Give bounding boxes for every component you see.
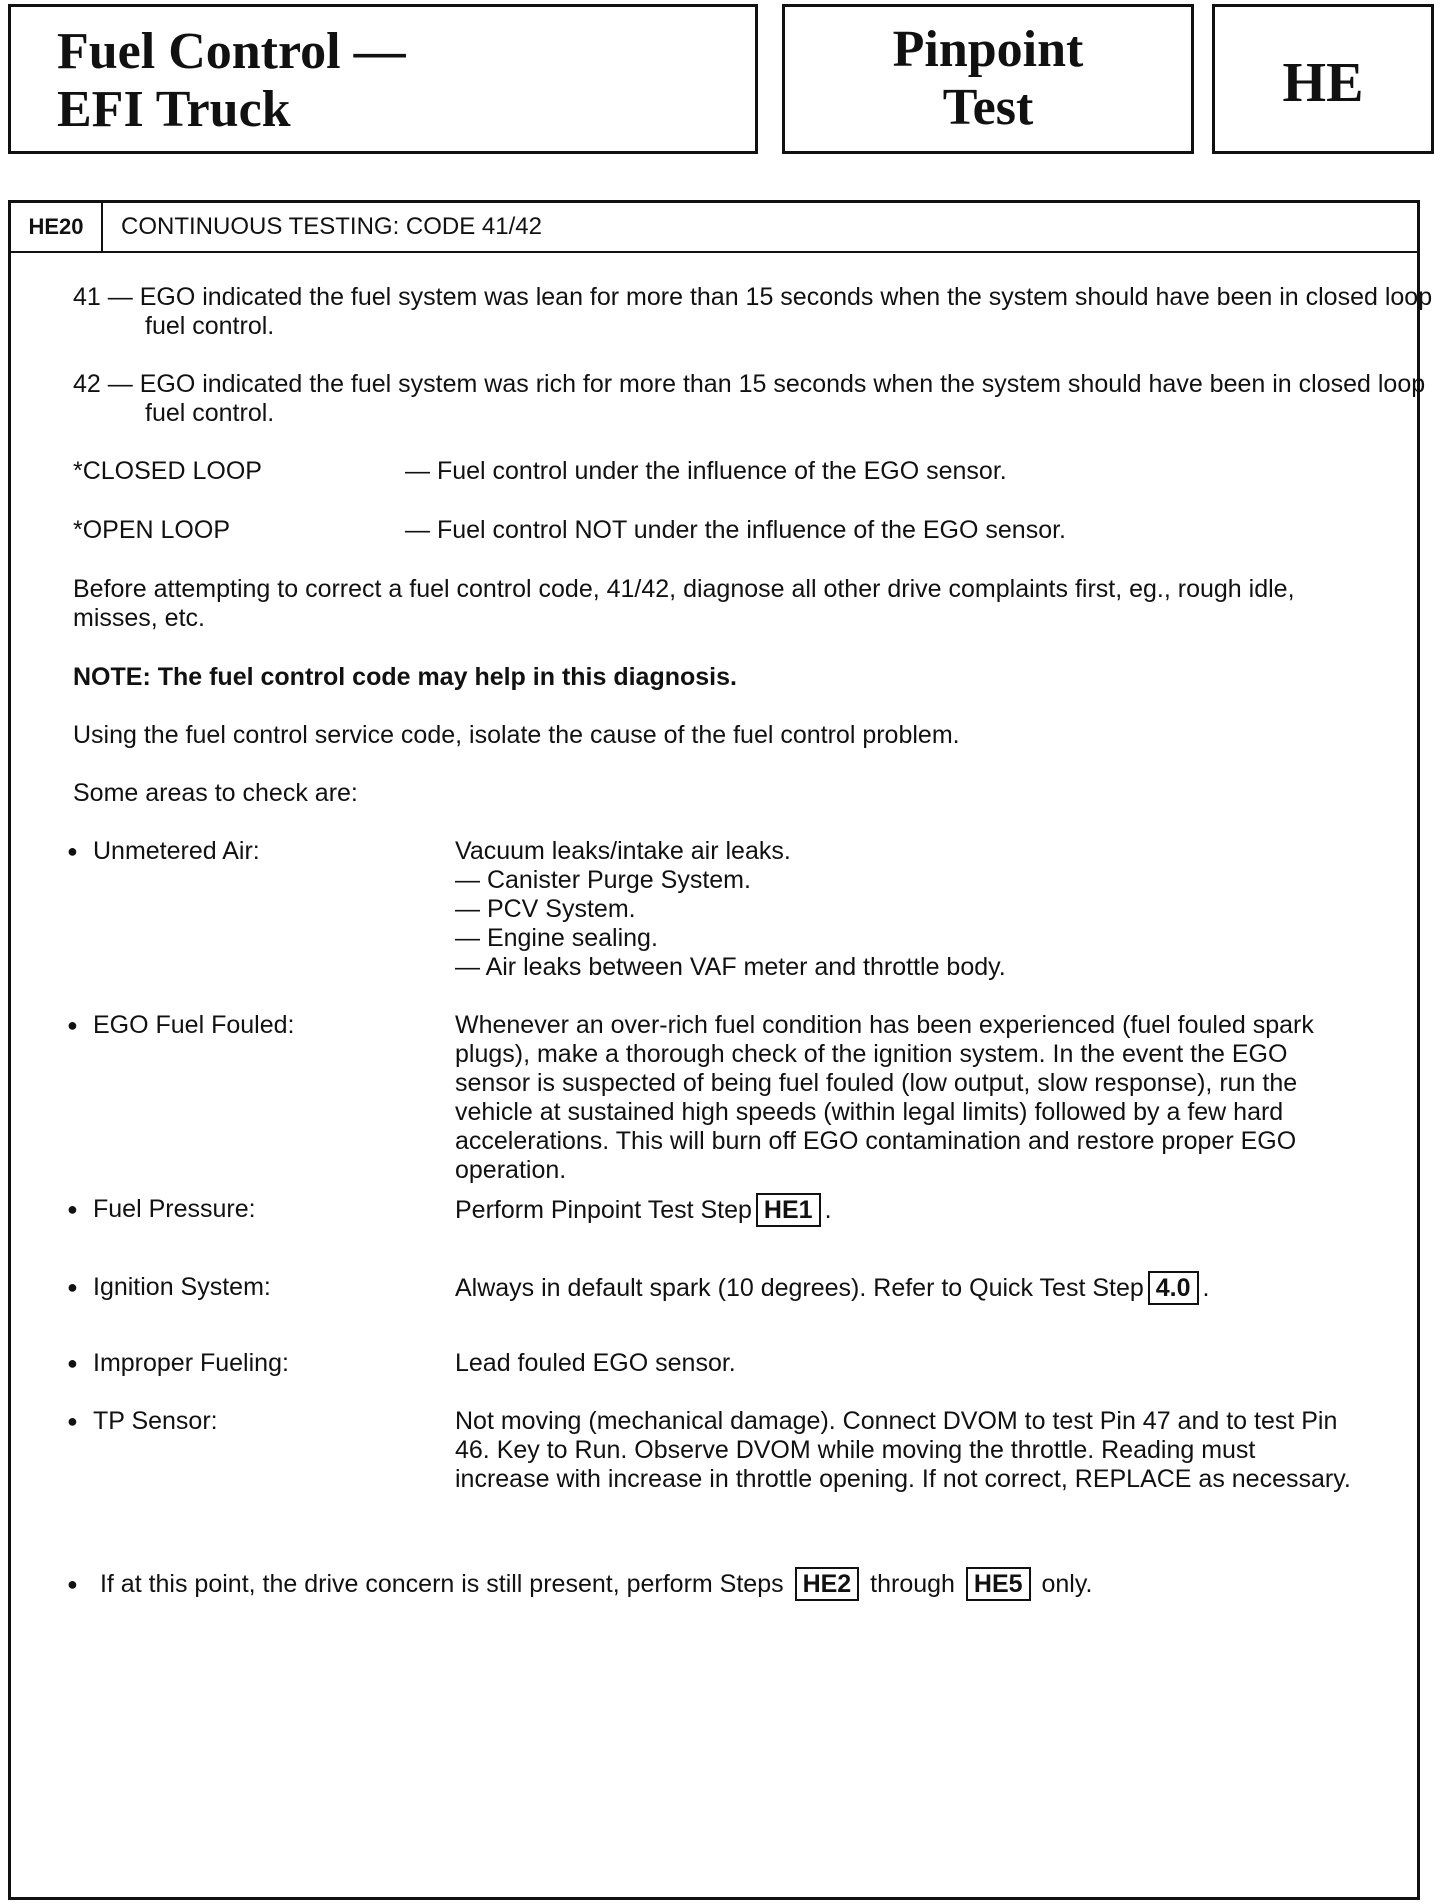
open-loop-term: *OPEN LOOP [73, 516, 230, 544]
unmetered-line-2: — Canister Purge System. [455, 866, 751, 894]
note-paragraph: NOTE: The fuel control code may help in this diagnosis. [73, 663, 737, 691]
unmetered-line-4: — Engine sealing. [455, 924, 658, 952]
step-ref-he2[interactable]: HE2 [795, 1567, 860, 1601]
final-text-1: If at this point, the drive concern is still present, perform Steps [99, 1570, 784, 1598]
unmetered-air-detail [455, 837, 1355, 982]
code-42-description: 42 — EGO indicated the fuel system was rich for more than 15 seconds when the system should have been in closed loop fuel control. [73, 370, 1426, 427]
step-id: HE20 [11, 203, 103, 251]
improper-fueling-detail: Lead fouled EGO sensor. [455, 1349, 736, 1377]
step-ref-4-0[interactable]: 4.0 [1148, 1271, 1199, 1305]
closed-loop-definition: — Fuel control under the influence of the EGO sensor. [405, 457, 1007, 485]
section-code-box [1212, 4, 1434, 154]
page-title [57, 23, 406, 139]
code-41-description: 41 — EGO indicated the fuel system was lean for more than 15 seconds when the system should have been in closed loop fuel control. [73, 283, 1433, 340]
unmetered-line-3: — PCV System. [455, 895, 636, 923]
final-text-3: only. [1041, 1570, 1093, 1598]
title-box [8, 4, 758, 154]
tp-sensor-label: ● TP Sensor: [67, 1407, 218, 1436]
fuel-pressure-detail [455, 1193, 1355, 1227]
unmetered-line-5: — Air leaks between VAF meter and throttle body. [455, 953, 1006, 981]
tp-sensor-detail: Not moving (mechanical damage). Connect DVOM to test Pin 47 and to test Pin 46. Key to Run. Observe DVOM while moving the throttle. Reading must increase with increase in throttle opening. If not correct, REPLACE as necessary. [455, 1407, 1351, 1493]
areas-intro: Some areas to check are: [73, 779, 358, 807]
test-type-line-1: Pinpoint [892, 21, 1084, 78]
step-ref-he1[interactable]: HE1 [756, 1193, 821, 1227]
closed-loop-term: *CLOSED LOOP [73, 457, 262, 485]
step-title: CONTINUOUS TESTING: CODE 41/42 [121, 213, 542, 240]
ignition-system-text: Always in default spark (10 degrees). Refer to Quick Test Step [455, 1274, 1144, 1302]
before-paragraph: Before attempting to correct a fuel control code, 41/42, diagnose all other drive complaints first, eg., rough idle, misses, etc. [73, 575, 1295, 632]
ignition-system-end: . [1202, 1274, 1210, 1302]
step-ref-he5[interactable]: HE5 [966, 1567, 1031, 1601]
test-type-box [782, 4, 1194, 154]
open-loop-definition: — Fuel control NOT under the influence of the EGO sensor. [405, 516, 1066, 544]
step-panel [8, 200, 1433, 1900]
ego-fuel-fouled-label: ● EGO Fuel Fouled: [67, 1011, 294, 1040]
test-type-line-2: Test [942, 79, 1034, 136]
test-type [785, 21, 1191, 137]
using-paragraph: Using the fuel control service code, isolate the cause of the fuel control problem. [73, 721, 960, 749]
ignition-system-label: ● Ignition System: [67, 1273, 271, 1302]
fuel-pressure-label: ● Fuel Pressure: [67, 1195, 256, 1224]
improper-fueling-label: ● Improper Fueling: [67, 1349, 289, 1378]
fuel-pressure-text: Perform Pinpoint Test Step [455, 1196, 752, 1224]
step-header [11, 203, 1417, 253]
ego-fuel-fouled-detail: Whenever an over-rich fuel condition has been experienced (fuel fouled spark plugs), make a thorough check of the ignition system. In the event the EGO sensor is suspected of being fuel fouled (low output, slow response), run the vehicle at sustained high speeds (within legal limits) followed by a few hard accelerations. This will burn off EGO contamination and restore proper EGO operation. [455, 1011, 1314, 1184]
fuel-pressure-end: . [824, 1196, 832, 1224]
final-text-2: through [870, 1570, 955, 1598]
section-code: HE [1282, 52, 1364, 114]
unmetered-air-label: ● Unmetered Air: [67, 837, 260, 866]
title-line-1: Fuel Control — [57, 23, 406, 80]
unmetered-line-1: Vacuum leaks/intake air leaks. [455, 837, 791, 865]
title-line-2: EFI Truck [57, 81, 291, 138]
final-instruction [67, 1567, 1367, 1601]
ignition-system-detail [455, 1271, 1355, 1305]
